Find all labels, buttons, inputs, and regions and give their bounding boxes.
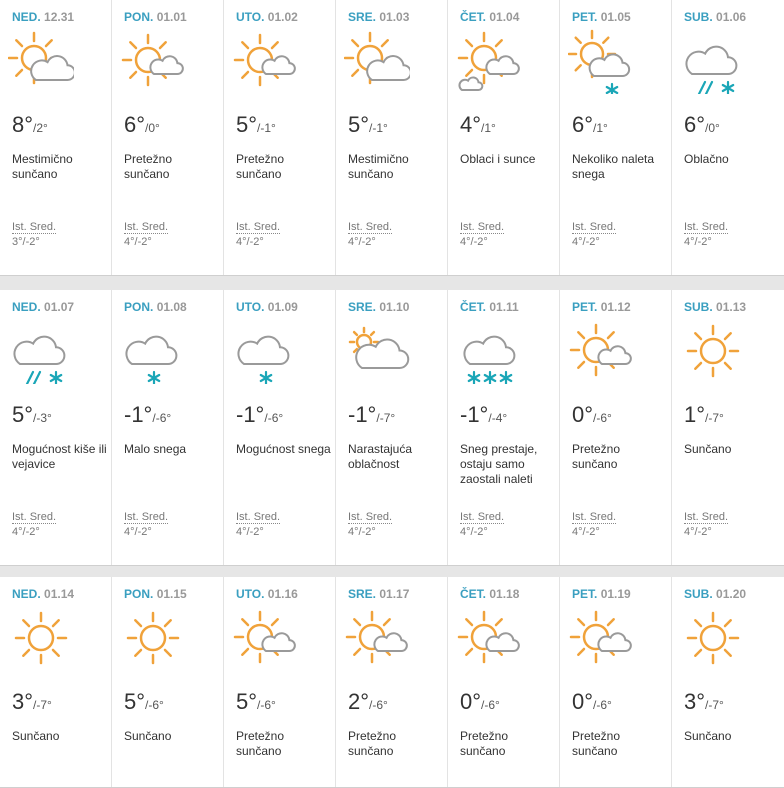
historical-average <box>348 510 392 539</box>
sun-icon <box>8 605 74 671</box>
avg-value: 4°/-2° <box>124 526 152 538</box>
temp-high: 5° <box>12 402 34 427</box>
temperature <box>348 689 388 715</box>
temperature <box>348 112 388 138</box>
cloud-sleet-icon <box>680 28 746 94</box>
condition-description: Oblaci i sunce <box>460 152 536 166</box>
weekday-label: NED. <box>12 300 41 314</box>
temperature <box>124 112 160 138</box>
avg-value: 4°/-2° <box>348 526 376 538</box>
temp-low: /1° <box>481 121 496 135</box>
day-card[interactable] <box>0 0 112 275</box>
cloud-heavy-snow-icon <box>456 318 522 384</box>
day-card[interactable] <box>672 577 784 787</box>
avg-label[interactable]: Ist. Sred. <box>460 511 505 523</box>
day-card[interactable] <box>112 290 224 565</box>
date-label: 01.06 <box>716 10 747 24</box>
day-header <box>460 10 519 24</box>
day-header <box>684 300 746 314</box>
historical-average <box>684 510 728 539</box>
temperature <box>460 112 496 138</box>
temp-low: /-6° <box>593 411 612 425</box>
day-card[interactable] <box>0 290 112 565</box>
temperature <box>572 402 612 428</box>
historical-average <box>460 510 504 539</box>
avg-label[interactable]: Ist. Sred. <box>348 511 393 523</box>
temperature <box>124 402 171 428</box>
temp-high: 6° <box>684 112 706 137</box>
day-header <box>124 587 187 601</box>
temp-low: /-6° <box>145 698 164 712</box>
day-header <box>348 10 409 24</box>
day-header <box>684 587 746 601</box>
temp-high: 6° <box>572 112 594 137</box>
weekday-label: PON. <box>124 300 154 314</box>
sun-small-cloud-icon <box>232 605 298 671</box>
day-header <box>460 300 519 314</box>
avg-label[interactable]: Ist. Sred. <box>348 221 393 233</box>
temp-low: /-4° <box>488 411 508 425</box>
condition-description: Sunčano <box>684 442 732 456</box>
temperature <box>236 112 276 138</box>
day-card[interactable] <box>112 0 224 275</box>
day-card[interactable] <box>336 290 448 565</box>
condition-description: Mestimično sunčano <box>12 152 73 181</box>
temp-low: /-6° <box>264 411 284 425</box>
weekday-label: PET. <box>572 300 598 314</box>
weekday-label: SRE. <box>348 300 377 314</box>
weekday-label: UTO. <box>236 300 265 314</box>
day-header <box>12 587 74 601</box>
date-label: 01.04 <box>489 10 520 24</box>
weekday-label: SRE. <box>348 587 377 601</box>
date-label: 01.12 <box>600 300 631 314</box>
historical-average <box>236 220 280 249</box>
temp-low: /-6° <box>481 698 500 712</box>
temperature <box>12 112 48 138</box>
day-card[interactable] <box>448 577 560 787</box>
day-card[interactable] <box>0 577 112 787</box>
date-label: 01.13 <box>716 300 747 314</box>
historical-average <box>460 220 504 249</box>
day-header <box>236 300 298 314</box>
day-card[interactable] <box>672 290 784 565</box>
avg-label[interactable]: Ist. Sred. <box>124 221 169 233</box>
temp-low: /-7° <box>705 698 724 712</box>
temp-low: /-1° <box>257 121 276 135</box>
day-header <box>12 10 74 24</box>
condition-description: Malo snega <box>124 442 187 456</box>
weekday-label: SUB. <box>684 587 713 601</box>
temperature <box>460 689 500 715</box>
temperature <box>12 689 52 715</box>
avg-value: 4°/-2° <box>684 236 712 248</box>
historical-average <box>124 220 168 249</box>
historical-average <box>572 510 616 539</box>
temp-high: 1° <box>684 402 706 427</box>
sun-cloud-icon <box>8 28 74 94</box>
sun-small-cloud-icon <box>232 28 298 94</box>
temp-low: /1° <box>593 121 608 135</box>
day-card[interactable] <box>672 0 784 275</box>
temp-high: -1° <box>348 402 377 427</box>
historical-average <box>236 510 280 539</box>
avg-label[interactable]: Ist. Sred. <box>572 221 617 233</box>
temp-high: -1° <box>460 402 489 427</box>
day-card[interactable] <box>448 290 560 565</box>
avg-label[interactable]: Ist. Sred. <box>236 221 281 233</box>
date-label: 01.05 <box>600 10 631 24</box>
temp-low: /-6° <box>152 411 172 425</box>
weekday-label: SUB. <box>684 300 713 314</box>
weekday-label: PET. <box>572 10 598 24</box>
day-card[interactable] <box>224 290 336 565</box>
weekday-label: PON. <box>124 10 154 24</box>
avg-value: 4°/-2° <box>236 526 264 538</box>
date-label: 01.19 <box>600 587 631 601</box>
avg-label[interactable]: Ist. Sred. <box>12 221 57 233</box>
avg-label[interactable]: Ist. Sred. <box>236 511 281 523</box>
condition-description: Pretežno sunčano <box>236 152 285 181</box>
avg-value: 4°/-2° <box>12 526 40 538</box>
historical-average <box>684 220 728 249</box>
cloud-small-sun-icon <box>344 318 410 384</box>
historical-average <box>572 220 616 249</box>
avg-value: 4°/-2° <box>572 236 600 248</box>
weekday-label: NED. <box>12 10 41 24</box>
condition-description: Pretežno sunčano <box>124 152 173 181</box>
condition-description: Sunčano <box>684 729 732 743</box>
temperature <box>236 402 283 428</box>
weekday-label: UTO. <box>236 587 265 601</box>
weekday-label: NED. <box>12 587 41 601</box>
temp-low: /0° <box>705 121 720 135</box>
temp-high: 5° <box>236 112 258 137</box>
avg-value: 4°/-2° <box>572 526 600 538</box>
avg-label[interactable]: Ist. Sred. <box>12 511 57 523</box>
historical-average <box>12 510 56 539</box>
condition-description: Pretežno sunčano <box>236 729 285 758</box>
day-header <box>684 10 746 24</box>
avg-label[interactable]: Ist. Sred. <box>460 221 505 233</box>
temp-high: 5° <box>236 689 258 714</box>
condition-description: Nekoliko naleta snega <box>572 152 655 181</box>
condition-description: Oblačno <box>684 152 729 166</box>
temperature <box>460 402 507 428</box>
day-header <box>460 587 519 601</box>
temperature <box>572 689 612 715</box>
day-card[interactable] <box>448 0 560 275</box>
avg-value: 4°/-2° <box>348 236 376 248</box>
sun-small-cloud-icon <box>456 605 522 671</box>
day-card[interactable] <box>224 0 336 275</box>
day-header <box>236 587 298 601</box>
temp-low: /0° <box>145 121 160 135</box>
condition-description: Sunčano <box>124 729 172 743</box>
date-label: 01.16 <box>267 587 298 601</box>
weekday-label: ČET. <box>460 587 487 601</box>
historical-average <box>12 220 56 249</box>
condition-description: Sunčano <box>12 729 60 743</box>
forecast-week-row <box>0 290 784 566</box>
temp-high: 8° <box>12 112 34 137</box>
condition-description: Mestimično sunčano <box>348 152 409 181</box>
weekday-label: PON. <box>124 587 154 601</box>
condition-description: Mogućnost kiše ili vejavice <box>12 442 107 471</box>
avg-label[interactable]: Ist. Sred. <box>684 221 729 233</box>
day-header <box>124 300 187 314</box>
cloud-sleet-icon <box>8 318 74 384</box>
temp-low: /-3° <box>33 411 52 425</box>
sun-small-cloud-icon <box>568 605 634 671</box>
temp-low: /-6° <box>369 698 388 712</box>
sun-small-cloud-icon <box>568 318 634 384</box>
temp-low: /2° <box>33 121 48 135</box>
date-label: 01.18 <box>489 587 520 601</box>
temp-high: 0° <box>572 402 594 427</box>
day-card[interactable] <box>560 290 672 565</box>
condition-description: Pretežno sunčano <box>460 729 509 758</box>
sun-icon <box>680 605 746 671</box>
sun-small-cloud-icon <box>344 605 410 671</box>
day-header <box>572 587 631 601</box>
avg-label[interactable]: Ist. Sred. <box>572 511 617 523</box>
day-card[interactable] <box>112 577 224 787</box>
avg-value: 4°/-2° <box>460 526 488 538</box>
day-header <box>12 300 74 314</box>
temp-low: /-1° <box>369 121 388 135</box>
avg-value: 4°/-2° <box>124 236 152 248</box>
date-label: 01.14 <box>44 587 75 601</box>
day-card[interactable] <box>336 0 448 275</box>
date-label: 01.03 <box>379 10 410 24</box>
temp-low: /-7° <box>33 698 52 712</box>
forecast-week-row <box>0 577 784 788</box>
temperature <box>684 402 724 428</box>
date-label: 01.01 <box>156 10 187 24</box>
avg-value: 4°/-2° <box>460 236 488 248</box>
temperature <box>236 689 276 715</box>
condition-description: Sneg prestaje, ostaju samo zaostali naleti <box>460 442 538 486</box>
cloud-snow-icon <box>232 318 298 384</box>
temp-high: 5° <box>124 689 146 714</box>
date-label: 12.31 <box>44 10 75 24</box>
weekday-label: SUB. <box>684 10 713 24</box>
temp-low: /-6° <box>593 698 612 712</box>
weekday-label: SRE. <box>348 10 377 24</box>
temperature <box>684 689 724 715</box>
temp-high: 6° <box>124 112 146 137</box>
sun-cloud-snow-icon <box>568 28 634 94</box>
date-label: 01.17 <box>379 587 410 601</box>
temp-high: 0° <box>572 689 594 714</box>
condition-description: Pretežno sunčano <box>572 442 621 471</box>
temp-high: -1° <box>236 402 265 427</box>
date-label: 01.15 <box>156 587 187 601</box>
avg-label[interactable]: Ist. Sred. <box>124 511 169 523</box>
day-header <box>124 10 187 24</box>
temp-high: -1° <box>124 402 153 427</box>
sun-small-cloud-icon <box>120 28 186 94</box>
day-header <box>348 300 409 314</box>
cloud-snow-icon <box>120 318 186 384</box>
sun-cloud-icon <box>344 28 410 94</box>
weekday-label: UTO. <box>236 10 265 24</box>
date-label: 01.11 <box>489 300 519 314</box>
weekday-label: ČET. <box>460 10 487 24</box>
avg-value: 4°/-2° <box>684 526 712 538</box>
condition-description: Narastajuća oblačnost <box>348 442 413 471</box>
avg-value: 4°/-2° <box>236 236 264 248</box>
historical-average <box>124 510 168 539</box>
day-card[interactable] <box>336 577 448 787</box>
sun-clouds-icon <box>456 28 522 94</box>
temperature <box>684 112 720 138</box>
temp-high: 5° <box>348 112 370 137</box>
temp-high: 3° <box>684 689 706 714</box>
day-header <box>572 10 631 24</box>
day-header <box>348 587 409 601</box>
condition-description: Pretežno sunčano <box>348 729 397 758</box>
historical-average <box>348 220 392 249</box>
date-label: 01.20 <box>716 587 747 601</box>
day-card[interactable] <box>560 577 672 787</box>
temp-low: /-7° <box>705 411 724 425</box>
temp-high: 4° <box>460 112 482 137</box>
day-header <box>572 300 631 314</box>
forecast-week-row <box>0 0 784 276</box>
temperature <box>12 402 52 428</box>
date-label: 01.08 <box>156 300 187 314</box>
condition-description: Mogućnost snega <box>236 442 331 456</box>
temp-high: 2° <box>348 689 370 714</box>
temp-high: 3° <box>12 689 34 714</box>
temp-low: /-6° <box>257 698 276 712</box>
condition-description: Pretežno sunčano <box>572 729 621 758</box>
day-card[interactable] <box>224 577 336 787</box>
temperature <box>348 402 395 428</box>
sun-icon <box>680 318 746 384</box>
temp-high: 0° <box>460 689 482 714</box>
date-label: 01.07 <box>44 300 75 314</box>
temperature <box>124 689 164 715</box>
sun-icon <box>120 605 186 671</box>
temperature <box>572 112 608 138</box>
date-label: 01.10 <box>379 300 410 314</box>
avg-value: 3°/-2° <box>12 236 40 248</box>
weekday-label: ČET. <box>460 300 487 314</box>
date-label: 01.02 <box>267 10 298 24</box>
day-card[interactable] <box>560 0 672 275</box>
weekday-label: PET. <box>572 587 598 601</box>
temp-low: /-7° <box>376 411 396 425</box>
date-label: 01.09 <box>267 300 298 314</box>
day-header <box>236 10 298 24</box>
avg-label[interactable]: Ist. Sred. <box>684 511 729 523</box>
